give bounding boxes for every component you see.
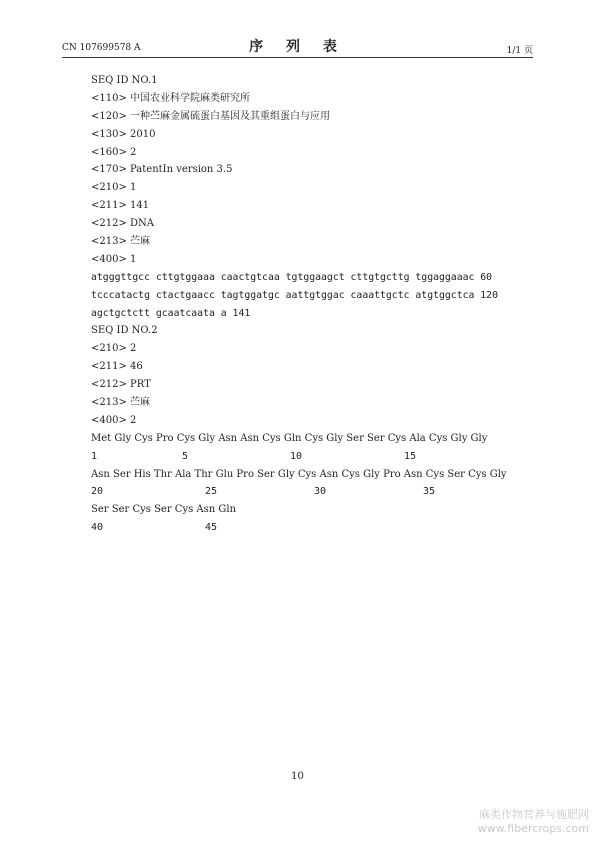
- page-count: 1/1 页: [506, 46, 533, 56]
- dna-sequence-line: tcccatactg ctactgaacc tagtggatgc aattgtggac caaattgctc atgtggctca 120: [91, 289, 498, 301]
- field-160: <160> 2: [91, 146, 137, 158]
- protein-numbering-row: [91, 483, 531, 501]
- residue-number: 25: [205, 486, 218, 498]
- header-rule: [62, 57, 533, 58]
- seq2-field-213: <213> 苎麻: [91, 397, 151, 409]
- seq1-field-212: <212> DNA: [91, 218, 155, 230]
- page-header: [62, 34, 533, 56]
- seq2-field-400: <400> 2: [91, 414, 137, 426]
- seq1-field-211: <211> 141: [91, 200, 150, 212]
- patent-number: CN 107699578 A: [62, 43, 141, 53]
- seq2-field-210: <210> 2: [91, 343, 137, 355]
- protein-residues-row: Ser Ser Cys Ser Cys Asn Gln: [91, 504, 237, 516]
- field-130: <130> 2010: [91, 128, 156, 140]
- seq2-id: SEQ ID NO.2: [91, 325, 158, 337]
- field-170: <170> PatentIn version 3.5: [91, 164, 233, 176]
- page-number: 10: [291, 771, 304, 782]
- seq1-field-400: <400> 1: [91, 253, 137, 265]
- residue-number: 20: [91, 486, 104, 498]
- residue-number: 30: [314, 486, 327, 498]
- field-110: <110> 中国农业科学院麻类研究所: [91, 92, 251, 104]
- residue-number: 45: [205, 522, 218, 534]
- protein-residues-row: Asn Ser His Thr Ala Thr Glu Pro Ser Gly Cys Asn Cys Gly Pro Asn Cys Ser Cys Gly: [91, 468, 507, 480]
- dna-sequence-line: atgggttgcc cttgtggaaa caactgtcaa tgtggaagct cttgtgcttg tggaggaaac 60: [91, 271, 493, 283]
- residue-number: 35: [423, 486, 436, 498]
- seq1-field-213: <213> 苎麻: [91, 236, 151, 248]
- residue-number: 40: [91, 522, 104, 534]
- dna-sequence-line: agctgctctt gcaatcaata a 141: [91, 307, 251, 319]
- protein-residues-row: Met Gly Cys Pro Cys Gly Asn Asn Cys Gln Cys Gly Ser Ser Cys Ala Cys Gly Gly: [91, 432, 488, 444]
- protein-numbering-row: [91, 519, 531, 537]
- sequence-listing: [91, 72, 531, 537]
- watermark: [478, 808, 589, 836]
- field-120: <120> 一种苎麻金属硫蛋白基因及其重组蛋白与应用: [91, 110, 331, 122]
- page-title: 序 列 表: [249, 39, 346, 55]
- residue-number: 10: [290, 450, 303, 462]
- residue-number: 1: [91, 450, 98, 462]
- residue-number: 5: [182, 450, 189, 462]
- residue-number: 15: [404, 450, 417, 462]
- protein-numbering-row: [91, 448, 531, 466]
- seq1-field-210: <210> 1: [91, 182, 137, 194]
- seq2-field-211: <211> 46: [91, 361, 143, 373]
- seq1-id: SEQ ID NO.1: [91, 75, 158, 86]
- watermark-site-name: 麻类作物营养与施肥网: [479, 808, 589, 821]
- watermark-url: www.fibercrops.com: [477, 822, 589, 835]
- seq2-field-212: <212> PRT: [91, 379, 151, 391]
